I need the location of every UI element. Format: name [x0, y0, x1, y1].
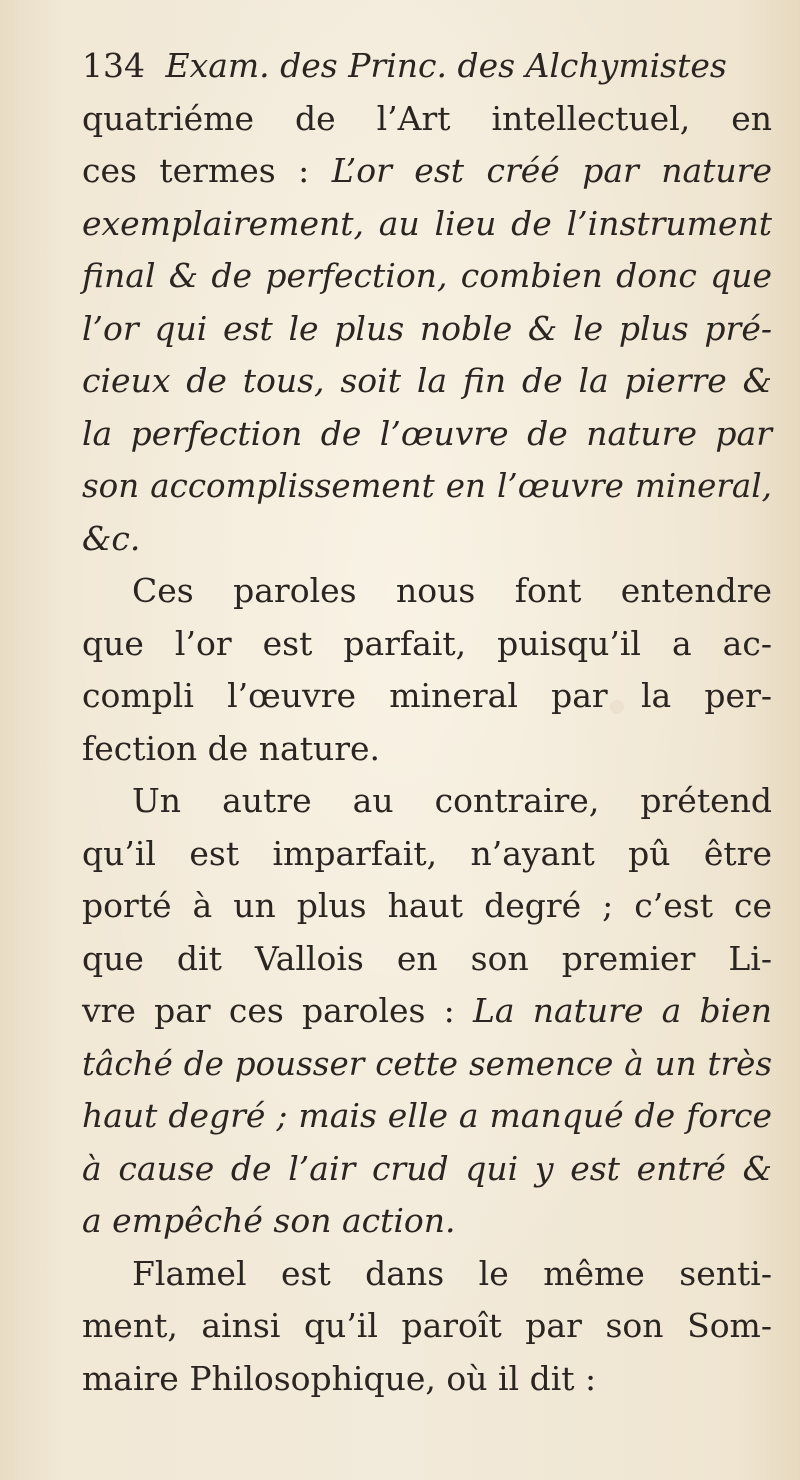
- roman-text: Un autre au contraire, prétend: [132, 781, 772, 820]
- italic-text: final & de perfection, combien donc que: [82, 256, 772, 295]
- roman-text: ces termes :: [82, 151, 332, 190]
- text-line: [82, 880, 772, 933]
- italic-text: son accomplissement en l’œuvre mineral,: [82, 467, 772, 505]
- roman-text: que dit Vallois en son premier Li-: [82, 938, 772, 978]
- roman-text: qu’il est imparfait, n’ayant pû être: [82, 833, 772, 873]
- text-line: [82, 1300, 772, 1353]
- text-line: [82, 1038, 772, 1091]
- text-line: [82, 1248, 772, 1301]
- italic-text: a empêché son action.: [82, 1201, 456, 1240]
- text-line: [82, 1195, 772, 1248]
- text-line: [82, 460, 772, 513]
- body-text: [82, 93, 772, 1406]
- running-head: Exam. des Princ. des Alchymistes: [165, 46, 727, 85]
- text-line: [82, 1090, 772, 1143]
- roman-text: quatriéme de l’Art intellectuel, en: [82, 98, 772, 138]
- text-line: [82, 303, 772, 356]
- page-number: 134: [82, 46, 145, 85]
- text-line: [82, 93, 772, 146]
- text-line: [82, 985, 772, 1038]
- roman-text: Ces paroles nous font entendre: [132, 571, 772, 610]
- roman-text: Flamel est dans le même senti-: [132, 1253, 772, 1293]
- text-line: [82, 145, 772, 198]
- roman-text: ment, ainsi qu’il paroît par son Som-: [82, 1306, 772, 1345]
- text-line: [82, 565, 772, 618]
- text-line: [82, 408, 772, 461]
- page-text: [82, 40, 772, 1405]
- text-line: [82, 618, 772, 671]
- roman-text: compli l’œuvre mineral par la per-: [82, 676, 772, 715]
- text-line: [82, 513, 772, 566]
- italic-text: l’or qui est le plus noble & le plus pré-: [82, 308, 772, 348]
- italic-text: haut degré ; mais elle a manqué de force: [82, 1096, 772, 1135]
- text-line: [82, 1143, 772, 1196]
- text-line: [82, 828, 772, 881]
- text-line: [82, 933, 772, 986]
- text-line: [82, 723, 772, 776]
- roman-text: maire Philosophique, où il dit :: [82, 1358, 597, 1398]
- text-line: [82, 198, 772, 251]
- text-line: [82, 1353, 772, 1406]
- italic-text: la perfection de l’œuvre de nature par: [82, 413, 772, 453]
- roman-text: fection de nature.: [82, 728, 381, 768]
- italic-text: L’or est créé par nature: [331, 151, 772, 190]
- text-line: [82, 250, 772, 303]
- italic-text: à cause de l’air crud qui y est entré &: [82, 1148, 772, 1188]
- text-line: [82, 355, 772, 408]
- roman-text: que l’or est parfait, puisqu’il a ac-: [82, 623, 772, 663]
- italic-text: &c.: [82, 518, 141, 558]
- italic-text: exemplairement, au lieu de l’instrument: [82, 203, 772, 243]
- text-line: [82, 775, 772, 828]
- page-header: [82, 40, 772, 93]
- italic-text: La nature a bien: [472, 991, 772, 1030]
- italic-text: cieux de tous, soit la fin de la pierre &: [82, 361, 772, 400]
- text-line: [82, 670, 772, 723]
- roman-text: vre par ces paroles :: [82, 991, 473, 1030]
- roman-text: porté à un plus haut degré ; c’est ce: [82, 886, 772, 925]
- italic-text: tâché de pousser cette semence à un très: [82, 1044, 772, 1083]
